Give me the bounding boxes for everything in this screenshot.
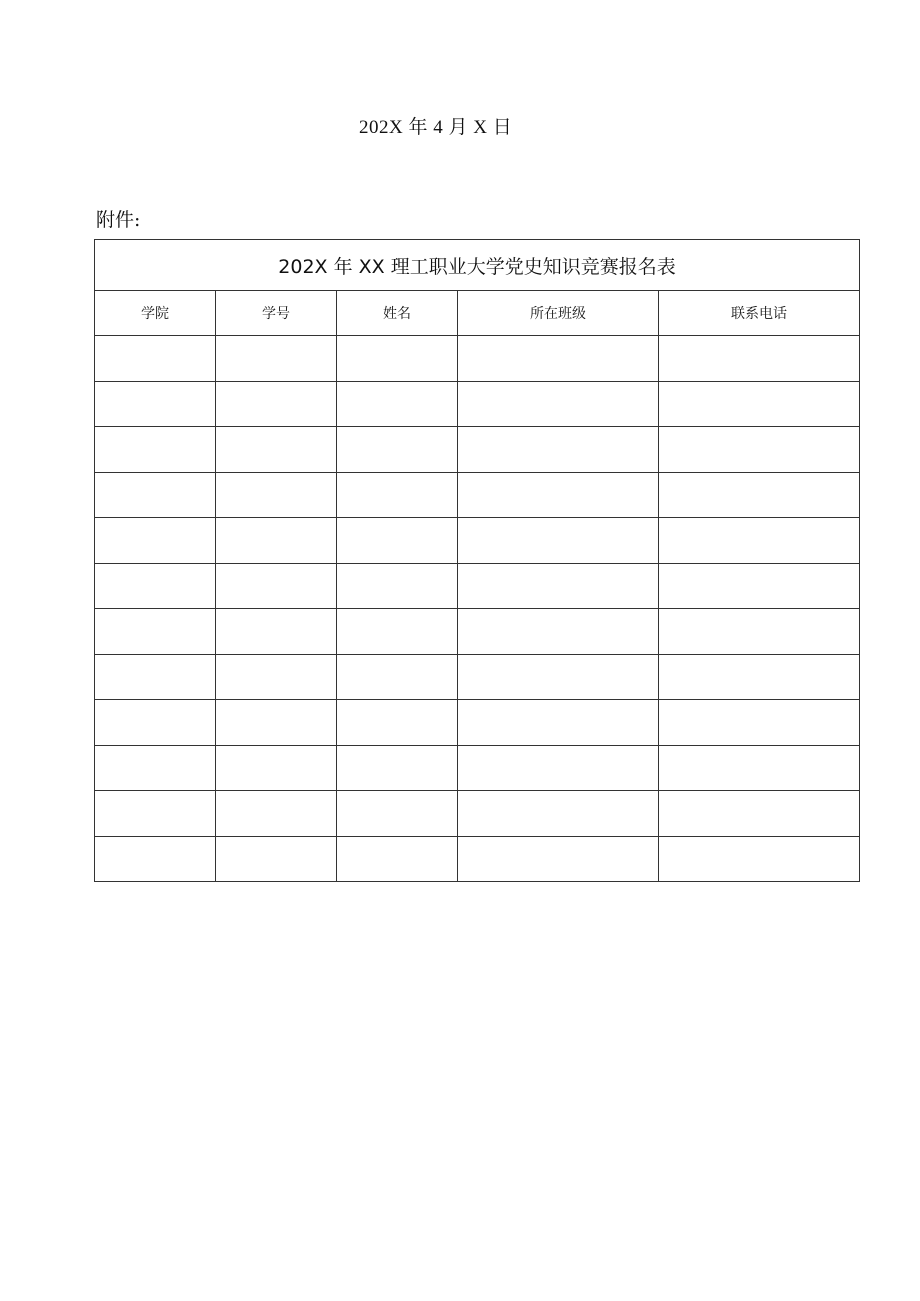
cell-class[interactable] [458,700,659,746]
cell-student-id[interactable] [216,336,337,382]
cell-student-id[interactable] [216,472,337,518]
cell-student-id[interactable] [216,791,337,837]
column-header-phone: 联系电话 [659,291,860,336]
cell-name[interactable] [337,427,458,473]
cell-student-id[interactable] [216,836,337,882]
cell-student-id[interactable] [216,427,337,473]
table-row [95,472,860,518]
attachment-label: 附件: [96,209,141,231]
table-row [95,700,860,746]
column-header-college: 学院 [95,291,216,336]
cell-name[interactable] [337,563,458,609]
date-line: 202X 年 4 月 X 日 [359,117,513,138]
cell-name[interactable] [337,609,458,655]
cell-college[interactable] [95,472,216,518]
table-row [95,336,860,382]
header-row [95,291,860,336]
cell-student-id[interactable] [216,654,337,700]
cell-name[interactable] [337,654,458,700]
cell-student-id[interactable] [216,563,337,609]
table-row [95,563,860,609]
cell-name[interactable] [337,472,458,518]
cell-phone[interactable] [659,427,860,473]
cell-class[interactable] [458,381,659,427]
cell-phone[interactable] [659,563,860,609]
cell-name[interactable] [337,381,458,427]
table-row [95,427,860,473]
cell-phone[interactable] [659,336,860,382]
cell-class[interactable] [458,472,659,518]
column-header-class: 所在班级 [458,291,659,336]
cell-phone[interactable] [659,654,860,700]
cell-name[interactable] [337,745,458,791]
cell-college[interactable] [95,836,216,882]
cell-college[interactable] [95,427,216,473]
form-title-row [95,240,860,291]
cell-student-id[interactable] [216,518,337,564]
form-title: 202X 年 XX 理工职业大学党史知识竞赛报名表 [95,240,860,291]
cell-college[interactable] [95,381,216,427]
cell-name[interactable] [337,700,458,746]
cell-phone[interactable] [659,700,860,746]
cell-class[interactable] [458,518,659,564]
cell-phone[interactable] [659,381,860,427]
table-row [95,654,860,700]
cell-phone[interactable] [659,745,860,791]
cell-college[interactable] [95,609,216,655]
cell-class[interactable] [458,836,659,882]
cell-name[interactable] [337,791,458,837]
cell-class[interactable] [458,563,659,609]
cell-phone[interactable] [659,609,860,655]
table-row [95,836,860,882]
cell-class[interactable] [458,609,659,655]
cell-class[interactable] [458,654,659,700]
cell-college[interactable] [95,745,216,791]
cell-college[interactable] [95,336,216,382]
cell-name[interactable] [337,836,458,882]
table-row [95,745,860,791]
cell-college[interactable] [95,518,216,564]
cell-phone[interactable] [659,791,860,837]
table-row [95,518,860,564]
cell-student-id[interactable] [216,381,337,427]
table-row [95,381,860,427]
cell-phone[interactable] [659,472,860,518]
form-body [95,336,860,882]
cell-class[interactable] [458,427,659,473]
cell-college[interactable] [95,700,216,746]
table-row [95,609,860,655]
cell-class[interactable] [458,791,659,837]
cell-college[interactable] [95,654,216,700]
cell-college[interactable] [95,791,216,837]
cell-class[interactable] [458,745,659,791]
column-header-name: 姓名 [337,291,458,336]
cell-student-id[interactable] [216,700,337,746]
cell-name[interactable] [337,518,458,564]
column-header-student-id: 学号 [216,291,337,336]
cell-student-id[interactable] [216,609,337,655]
registration-form-table [94,239,860,882]
cell-class[interactable] [458,336,659,382]
table-row [95,791,860,837]
cell-phone[interactable] [659,836,860,882]
cell-phone[interactable] [659,518,860,564]
cell-college[interactable] [95,563,216,609]
cell-name[interactable] [337,336,458,382]
cell-student-id[interactable] [216,745,337,791]
